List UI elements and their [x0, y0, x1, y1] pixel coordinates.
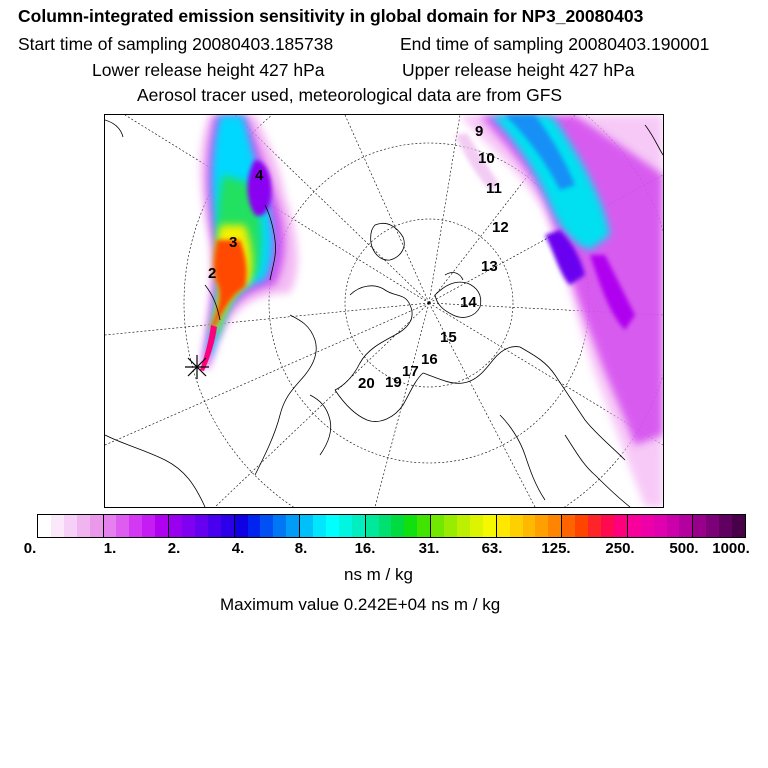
release-point-asterisk-icon [185, 355, 209, 379]
colorbar [37, 514, 746, 538]
colorbar-tick-label: 500. [669, 540, 699, 557]
day-label-16: 16 [421, 351, 438, 368]
day-label-19: 19 [385, 374, 402, 391]
sensitivity-plume-east [455, 115, 663, 507]
day-label-2: 2 [208, 265, 217, 282]
colorbar-tick-label: 63. [481, 540, 503, 557]
colorbar-swatch [417, 515, 430, 537]
colorbar-swatch [379, 515, 392, 537]
lower-release-height-label: Lower release height 427 hPa [92, 60, 325, 80]
day-label-9: 9 [475, 123, 484, 140]
colorbar-swatch [365, 515, 379, 537]
colorbar-swatch [286, 515, 299, 537]
colorbar-swatch [182, 515, 195, 537]
colorbar-swatch [561, 515, 575, 537]
colorbar-swatch [496, 515, 510, 537]
colorbar-swatch [195, 515, 208, 537]
colorbar-tick-label: 2. [167, 540, 181, 557]
colorbar-swatch [627, 515, 641, 537]
colorbar-swatch [588, 515, 601, 537]
colorbar-swatch [168, 515, 182, 537]
colorbar-tick-label: 16. [354, 540, 376, 557]
colorbar-swatch [706, 515, 719, 537]
colorbar-tick-label: 31. [418, 540, 440, 557]
colorbar-swatch [129, 515, 142, 537]
colorbar-swatch [260, 515, 273, 537]
colorbar-swatch [248, 515, 261, 537]
day-label-11: 11 [486, 180, 502, 197]
plot-title: Column-integrated emission sensitivity in global domain for NP3_20080403 [18, 6, 644, 26]
colorbar-swatch [326, 515, 339, 537]
upper-release-height-label: Upper release height 427 hPa [402, 60, 635, 80]
day-label-12: 12 [492, 219, 509, 236]
day-label-3: 3 [229, 234, 238, 251]
colorbar-swatch [535, 515, 548, 537]
colorbar-swatch [523, 515, 536, 537]
colorbar-swatch [208, 515, 221, 537]
colorbar-swatch [575, 515, 588, 537]
colorbar-swatch [64, 515, 77, 537]
maximum-value-label: Maximum value 0.242E+04 ns m / kg [220, 595, 501, 614]
colorbar-swatch [38, 515, 51, 537]
colorbar-swatch [692, 515, 706, 537]
day-label-14: 14 [460, 294, 477, 311]
colorbar-swatch [142, 515, 155, 537]
colorbar-swatch [391, 515, 404, 537]
colorbar-swatch [732, 515, 745, 537]
map-panel [104, 114, 664, 508]
colorbar-swatch [483, 515, 496, 537]
day-label-17: 17 [402, 363, 419, 380]
colorbar-swatch [77, 515, 90, 537]
colorbar-swatch [103, 515, 117, 537]
colorbar-swatch [430, 515, 444, 537]
colorbar-swatch [614, 515, 627, 537]
colorbar-swatch [234, 515, 248, 537]
colorbar-swatch [510, 515, 523, 537]
day-label-10: 10 [478, 150, 495, 167]
colorbar-tick-label: 125. [541, 540, 571, 557]
colorbar-swatch [313, 515, 326, 537]
day-label-20: 20 [358, 375, 375, 392]
colorbar-tick-label: 250. [605, 540, 635, 557]
colorbar-tick-label: 8. [294, 540, 308, 557]
colorbar-units-label: ns m / kg [344, 565, 413, 584]
colorbar-tick-label: 1000. [712, 540, 750, 557]
colorbar-swatch [470, 515, 483, 537]
colorbar-swatch [404, 515, 417, 537]
colorbar-swatch [273, 515, 286, 537]
colorbar-swatch [601, 515, 614, 537]
colorbar-swatch [654, 515, 667, 537]
sensitivity-plume-west [200, 115, 298, 371]
day-label-15: 15 [440, 329, 457, 346]
colorbar-swatch [548, 515, 561, 537]
colorbar-tick-label: 0. [23, 540, 37, 557]
day-label-13: 13 [481, 258, 498, 275]
colorbar-swatch [299, 515, 313, 537]
start-time-label: Start time of sampling 20080403.185738 [18, 34, 334, 54]
colorbar-swatch [116, 515, 129, 537]
day-label-4: 4 [255, 167, 264, 184]
end-time-label: End time of sampling 20080403.190001 [400, 34, 710, 54]
colorbar-tick-label: 4. [231, 540, 245, 557]
colorbar-swatch [719, 515, 732, 537]
colorbar-swatch [90, 515, 103, 537]
colorbar-tick-label: 1. [103, 540, 117, 557]
colorbar-swatch [457, 515, 470, 537]
tracer-note-label: Aerosol tracer used, meteorological data are from GFS [137, 85, 563, 105]
colorbar-swatch [667, 515, 680, 537]
colorbar-swatch [339, 515, 352, 537]
colorbar-swatch [51, 515, 64, 537]
polar-map [105, 115, 663, 507]
colorbar-swatch [444, 515, 457, 537]
colorbar-swatch [679, 515, 692, 537]
colorbar-swatch [221, 515, 234, 537]
colorbar-swatch [641, 515, 654, 537]
colorbar-swatch [155, 515, 168, 537]
colorbar-swatch [352, 515, 365, 537]
colorbar-tick-labels [0, 540, 768, 560]
